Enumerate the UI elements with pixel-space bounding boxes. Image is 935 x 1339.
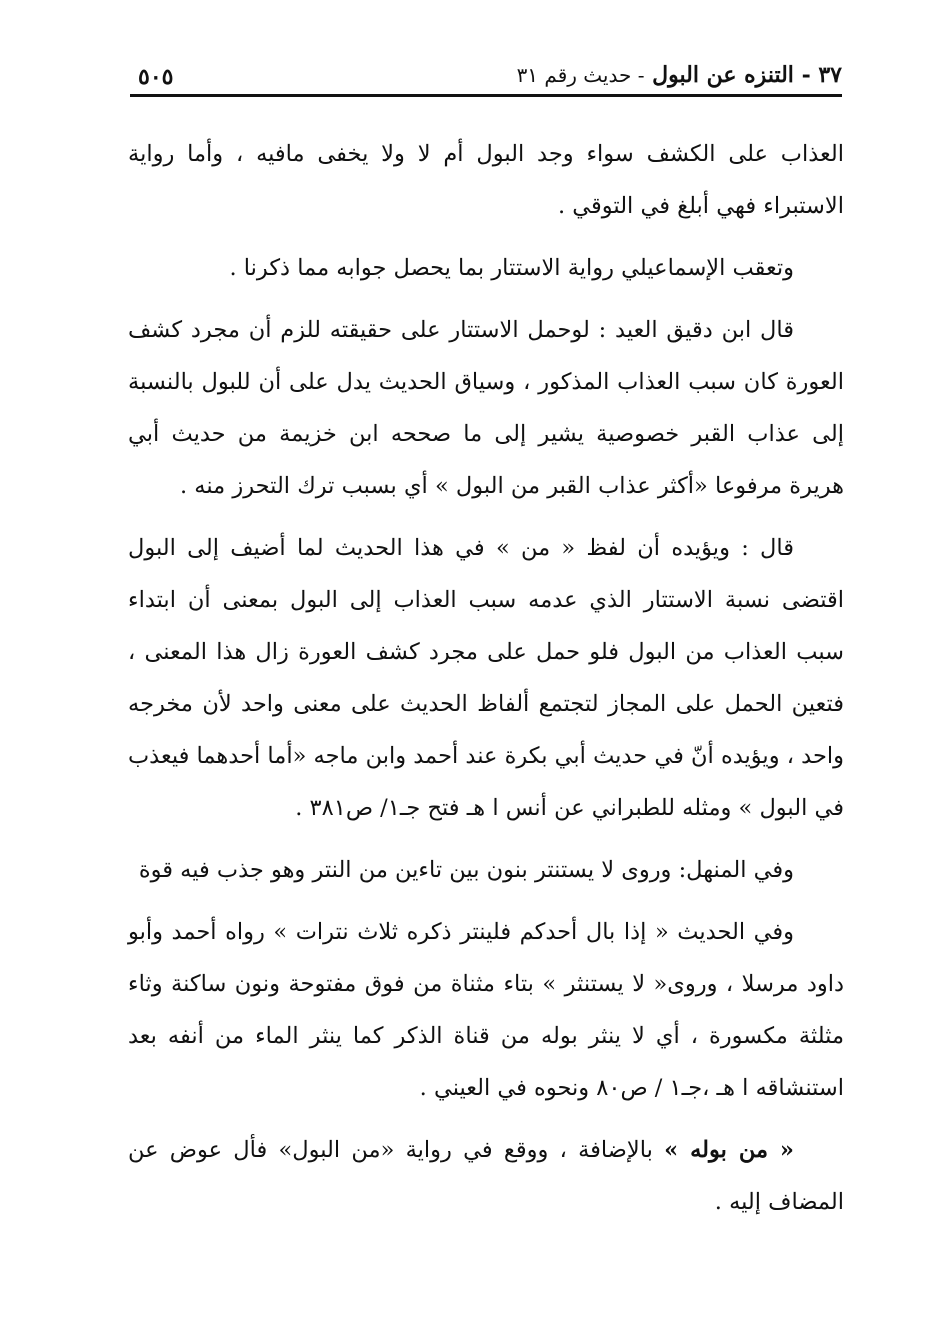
- page-number: ٥٠٥: [130, 64, 181, 90]
- paragraph: قال ابن دقيق العيد : لوحمل الاستتار على حقيقته للزم أن مجرد كشف العورة كان سبب العذاب المذكور ، وسياق الحديث يدل على أن للبول بالنسبة إلى عذاب القبر خصوصية يشير إلى ما صححه ابن خزيمة من حديث أبي هريرة مرفوعا «أكثر عذاب القبر من البول » أي بسبب ترك التحرز منه .: [128, 317, 844, 499]
- header-title: [517, 62, 842, 88]
- lemma-quote: « من بوله »: [664, 1137, 794, 1163]
- paragraph: وفي الحديث « إذا بال أحدكم فلينتر ذكره ثلاث نترات » رواه أحمد وأبو داود مرسلا ، وروى« لا يستنثر » بتاء مثناة من فوق مفتوحة ونون ساكنة وثاء مثلثة مكسورة ، أي لا ينثر بوله من قناة الذكر كما ينثر الماء من أنفه بعد استنشاقه ا هـ ،جـ١ / ص٨٠ ونحوه في العيني .: [128, 919, 845, 1101]
- running-header: [130, 60, 842, 100]
- hadith-number: - حديث رقم ٣١: [516, 63, 645, 87]
- header-rule: [130, 94, 842, 97]
- main-text: [128, 128, 844, 1238]
- paragraph: [128, 1124, 844, 1228]
- paragraph: العذاب على الكشف سواء وجد البول أم لا ولا يخفى مافيه ، وأما رواية الاستبراء فهي أبلغ في التوقي .: [128, 141, 844, 219]
- paragraph: قال : ويؤيده أن لفظ « من » في هذا الحديث لما أضيف إلى البول اقتضى نسبة الاستتار الذي عدمه سبب العذاب إلى البول بمعنى أن ابتداء سبب العذاب من البول فلو حمل على مجرد كشف العورة زال هذا المعنى ، فتعين الحمل على المجاز لتجتمع ألفاظ الحديث على معنى واحد لأن مخرجه واحد ، ويؤيده أنّ في حديث أبي بكرة عند أحمد وابن ماجه «أما أحدهما فيعذب في البول » ومثله للطبراني عن أنس ا هـ فتح جـ١/ ص٣٨١ .: [128, 535, 844, 821]
- paragraph-text: بالإضافة ، ووقع في رواية «من البول» فأل عوض عن المضاف إليه .: [128, 1137, 844, 1215]
- chapter-title: ٣٧ - التنزه عن البول: [652, 62, 842, 88]
- paragraph: وفي المنهل: وروى لا يستنتر بنون بين تاءين من النتر وهو جذب فيه قوة: [138, 857, 794, 883]
- paragraph: وتعقب الإسماعيلي رواية الاستتار بما يحصل جوابه مما ذكرنا .: [229, 255, 794, 281]
